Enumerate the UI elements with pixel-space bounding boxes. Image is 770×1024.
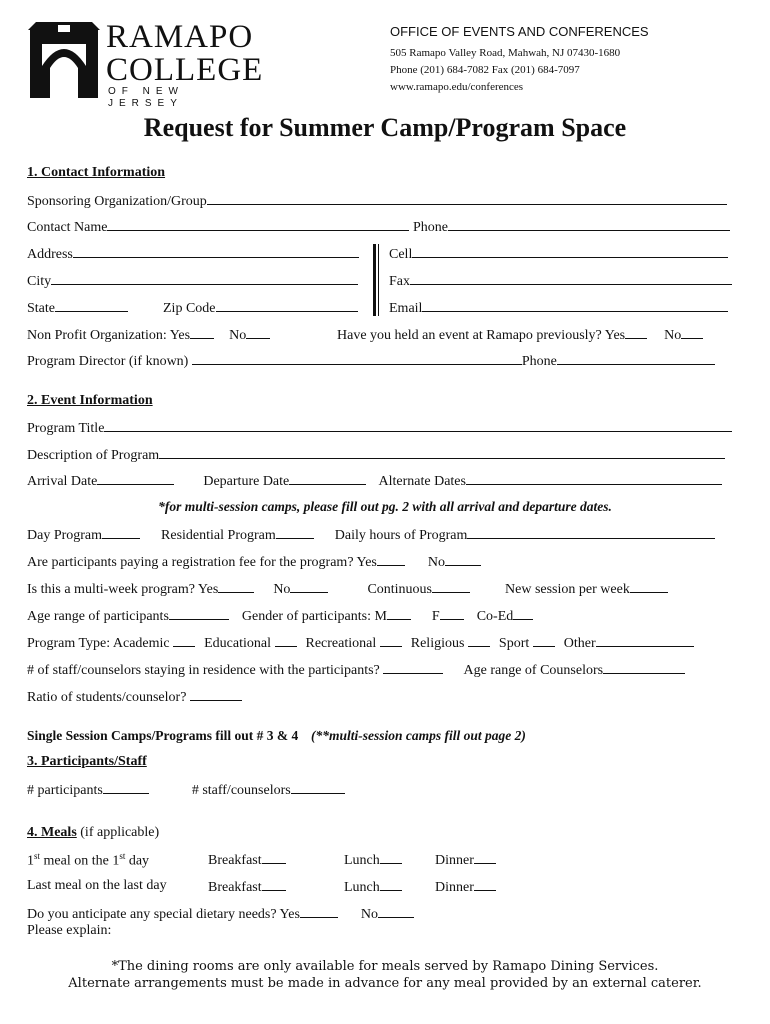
contact-name-field[interactable]	[107, 218, 409, 231]
type-educational-label: Educational	[204, 636, 271, 651]
office-title: OFFICE OF EVENTS AND CONFERENCES	[390, 24, 649, 39]
ratio-field[interactable]	[190, 688, 242, 701]
age-range-label: Age range of participants	[27, 609, 169, 624]
dining-note-line1: *The dining rooms are only available for meals served by Ramapo Dining Services.	[111, 959, 659, 974]
first-lunch	[344, 851, 402, 869]
sponsoring-org-row	[27, 192, 727, 210]
multi-session-note: *for multi-session camps, please fill out pg. 2 with all arrival and departure dates.	[158, 499, 612, 514]
meals-applicable: (if applicable)	[80, 825, 160, 840]
fax-row	[389, 272, 732, 290]
held-event-no-label: No	[664, 328, 682, 343]
type-recreational-field[interactable]	[380, 634, 402, 647]
address-label: Address	[27, 247, 73, 262]
dietary-question: Do you anticipate any special dietary needs? Yes	[27, 907, 300, 922]
first-lunch-field[interactable]	[380, 851, 402, 864]
staff-residence-label: # of staff/counselors staying in residence with the participants?	[27, 663, 380, 678]
arrival-field[interactable]	[97, 472, 174, 485]
email-row	[389, 299, 728, 317]
day-program-field[interactable]	[102, 526, 140, 539]
fax-label: Fax	[389, 274, 410, 289]
dates-row	[27, 472, 722, 490]
daily-hours-label: Daily hours of Program	[334, 528, 468, 543]
coed-field[interactable]	[513, 607, 533, 620]
held-event-label: Have you held an event at Ramapo previously? Yes	[337, 328, 626, 343]
held-event-row	[337, 326, 703, 344]
multi-session-text: (**multi-session camps fill out page 2)	[311, 728, 526, 743]
multiweek-row	[27, 580, 668, 598]
type-other-field[interactable]	[596, 634, 694, 647]
single-session-note	[27, 728, 526, 744]
program-director-phone-label: Phone	[521, 354, 557, 369]
staff-field[interactable]	[291, 781, 345, 794]
state-zip-row	[27, 299, 358, 317]
day-program-label: Day Program	[27, 528, 103, 543]
section-heading-contact: 1. Contact Information	[27, 165, 166, 180]
ramapo-college-logo	[28, 19, 264, 109]
continuous-field[interactable]	[432, 580, 470, 593]
arch-logo-icon	[28, 22, 100, 100]
gender-m-field[interactable]	[387, 607, 411, 620]
description-field[interactable]	[159, 446, 725, 459]
first-breakfast-field[interactable]	[262, 851, 286, 864]
fee-no-field[interactable]	[445, 553, 481, 566]
program-title-label: Program Title	[27, 421, 105, 436]
zip-label: Zip Code	[163, 301, 216, 316]
gender-f-label: F	[431, 609, 440, 624]
multiweek-question: Is this a multi-week program? Yes	[27, 582, 219, 597]
participants-field[interactable]	[103, 781, 149, 794]
first-dinner	[435, 851, 496, 869]
first-lunch-label: Lunch	[344, 853, 380, 868]
fee-question: Are participants paying a registration fee for the program? Yes	[27, 555, 377, 570]
last-lunch-label: Lunch	[344, 880, 380, 895]
section-heading-meals: 4. Meals	[27, 825, 77, 840]
phone-field[interactable]	[448, 218, 730, 231]
city-row	[27, 272, 358, 290]
first-meal-text-a: 1	[27, 853, 34, 869]
age-gender-row	[27, 607, 533, 625]
description-label: Description of Program	[27, 448, 160, 463]
residential-label: Residential Program	[161, 528, 276, 543]
first-meal-label	[27, 851, 149, 870]
last-breakfast-label: Breakfast	[208, 880, 262, 895]
office-phone-fax: Phone (201) 684-7082 Fax (201) 684-7097	[390, 64, 580, 76]
dietary-row	[27, 905, 414, 923]
ratio-label: Ratio of students/counselor?	[27, 690, 187, 705]
alternate-field[interactable]	[466, 472, 722, 485]
state-field[interactable]	[55, 299, 128, 312]
new-session-field[interactable]	[630, 580, 668, 593]
residential-field[interactable]	[276, 526, 314, 539]
first-dinner-field[interactable]	[474, 851, 496, 864]
type-recreational-label: Recreational	[305, 636, 377, 651]
address-field[interactable]	[73, 245, 359, 258]
continuous-label: Continuous	[367, 582, 433, 597]
meals-heading-row	[27, 825, 159, 841]
dietary-yes-field[interactable]	[300, 905, 338, 918]
zip-field[interactable]	[216, 299, 358, 312]
last-breakfast	[208, 878, 286, 896]
program-title-field[interactable]	[104, 419, 732, 432]
last-dinner-label: Dinner	[435, 880, 474, 895]
page-title: Request for Summer Camp/Program Space	[143, 113, 627, 142]
city-label: City	[27, 274, 52, 289]
staff-residence-field[interactable]	[383, 661, 443, 674]
new-session-label: New session per week	[505, 582, 630, 597]
last-meal-label: Last meal on the last day	[27, 878, 167, 893]
last-lunch-field[interactable]	[380, 878, 402, 891]
office-website[interactable]: www.ramapo.edu/conferences	[390, 81, 524, 93]
participants-row	[27, 781, 345, 799]
type-sport-label: Sport	[498, 636, 530, 651]
multiweek-no-field[interactable]	[290, 580, 328, 593]
last-lunch	[344, 878, 402, 896]
first-dinner-label: Dinner	[435, 853, 474, 868]
multiweek-no-label: No	[273, 582, 291, 597]
age-range-field[interactable]	[169, 607, 229, 620]
age-counselors-label: Age range of Counselors	[463, 663, 604, 678]
section-heading-event: 2. Event Information	[27, 393, 153, 408]
cell-row	[389, 245, 728, 263]
state-label: State	[27, 301, 55, 316]
contact-name-row	[27, 218, 730, 236]
first-meal-sup2: st	[119, 851, 126, 861]
type-educational-field[interactable]	[275, 634, 297, 647]
logo-text-college: COLLEGE	[106, 52, 264, 88]
sponsoring-org-label: Sponsoring Organization/Group	[27, 194, 207, 209]
arrival-label: Arrival Date	[27, 474, 98, 489]
nonprofit-yes-field[interactable]	[190, 326, 214, 339]
coed-label: Co-Ed	[476, 609, 514, 624]
office-address: 505 Ramapo Valley Road, Mahwah, NJ 07430-1680	[390, 47, 621, 59]
type-religious-label: Religious	[410, 636, 465, 651]
single-session-text: Single Session Camps/Programs fill out # 3 & 4	[27, 728, 299, 743]
last-breakfast-field[interactable]	[262, 878, 286, 891]
type-religious-field[interactable]	[468, 634, 490, 647]
program-director-row	[27, 352, 715, 370]
dining-note-line2: Alternate arrangements must be made in advance for any meal provided by an external caterer.	[68, 976, 702, 991]
gender-f-field[interactable]	[440, 607, 464, 620]
email-label: Email	[389, 301, 423, 316]
type-sport-field[interactable]	[533, 634, 555, 647]
type-academic-field[interactable]	[173, 634, 195, 647]
ratio-row	[27, 688, 242, 706]
description-row	[27, 446, 725, 464]
cell-field[interactable]	[412, 245, 728, 258]
alternate-label: Alternate Dates	[378, 474, 466, 489]
nonprofit-no-field[interactable]	[246, 326, 270, 339]
multiweek-yes-field[interactable]	[218, 580, 254, 593]
logo-text-ramapo: RAMAPO	[106, 19, 254, 55]
fee-no-label: No	[427, 555, 446, 570]
program-type-row	[27, 634, 694, 652]
column-divider-thin	[378, 244, 379, 316]
type-other-label: Other	[563, 636, 596, 651]
last-dinner	[435, 878, 496, 896]
dietary-no-label: No	[360, 907, 379, 922]
section-heading-participants: 3. Participants/Staff	[27, 754, 147, 769]
departure-field[interactable]	[289, 472, 366, 485]
participants-label: # participants	[27, 783, 103, 798]
age-counselors-field[interactable]	[603, 661, 685, 674]
fax-field[interactable]	[410, 272, 732, 285]
held-event-no-field[interactable]	[681, 326, 703, 339]
nonprofit-row	[27, 326, 270, 344]
type-academic-label: Program Type: Academic	[27, 636, 170, 651]
first-meal-text-b: meal on the 1	[40, 853, 120, 869]
first-meal-text-c: day	[125, 853, 150, 869]
program-director-label: Program Director (if known)	[27, 354, 189, 369]
logo-text-new-jersey: OF NEW JERSEY	[108, 86, 184, 109]
fee-yes-field[interactable]	[377, 553, 405, 566]
gender-label: Gender of participants: M	[241, 609, 387, 624]
nonprofit-no-label: No	[229, 328, 247, 343]
first-breakfast-label: Breakfast	[208, 853, 262, 868]
program-kind-row	[27, 526, 715, 544]
staff-label: # staff/counselors	[191, 783, 291, 798]
fee-row	[27, 553, 481, 571]
phone-label: Phone	[412, 220, 448, 235]
city-field[interactable]	[51, 272, 358, 285]
program-title-row	[27, 419, 732, 437]
address-row	[27, 245, 359, 263]
last-dinner-field[interactable]	[474, 878, 496, 891]
daily-hours-field[interactable]	[467, 526, 715, 539]
first-breakfast	[208, 851, 286, 869]
staff-residence-row	[27, 661, 685, 679]
cell-label: Cell	[389, 247, 413, 262]
sponsoring-org-field[interactable]	[207, 192, 727, 205]
held-event-yes-field[interactable]	[625, 326, 647, 339]
first-meal-sup1: st	[34, 851, 41, 861]
program-director-field[interactable]	[192, 352, 522, 365]
program-director-phone-field[interactable]	[557, 352, 715, 365]
please-explain-label: Please explain:	[27, 923, 112, 938]
contact-name-label: Contact Name	[27, 220, 108, 235]
nonprofit-label: Non Profit Organization: Yes	[27, 328, 191, 343]
column-divider	[373, 244, 376, 316]
email-field[interactable]	[422, 299, 728, 312]
departure-label: Departure Date	[203, 474, 290, 489]
dietary-no-field[interactable]	[378, 905, 414, 918]
